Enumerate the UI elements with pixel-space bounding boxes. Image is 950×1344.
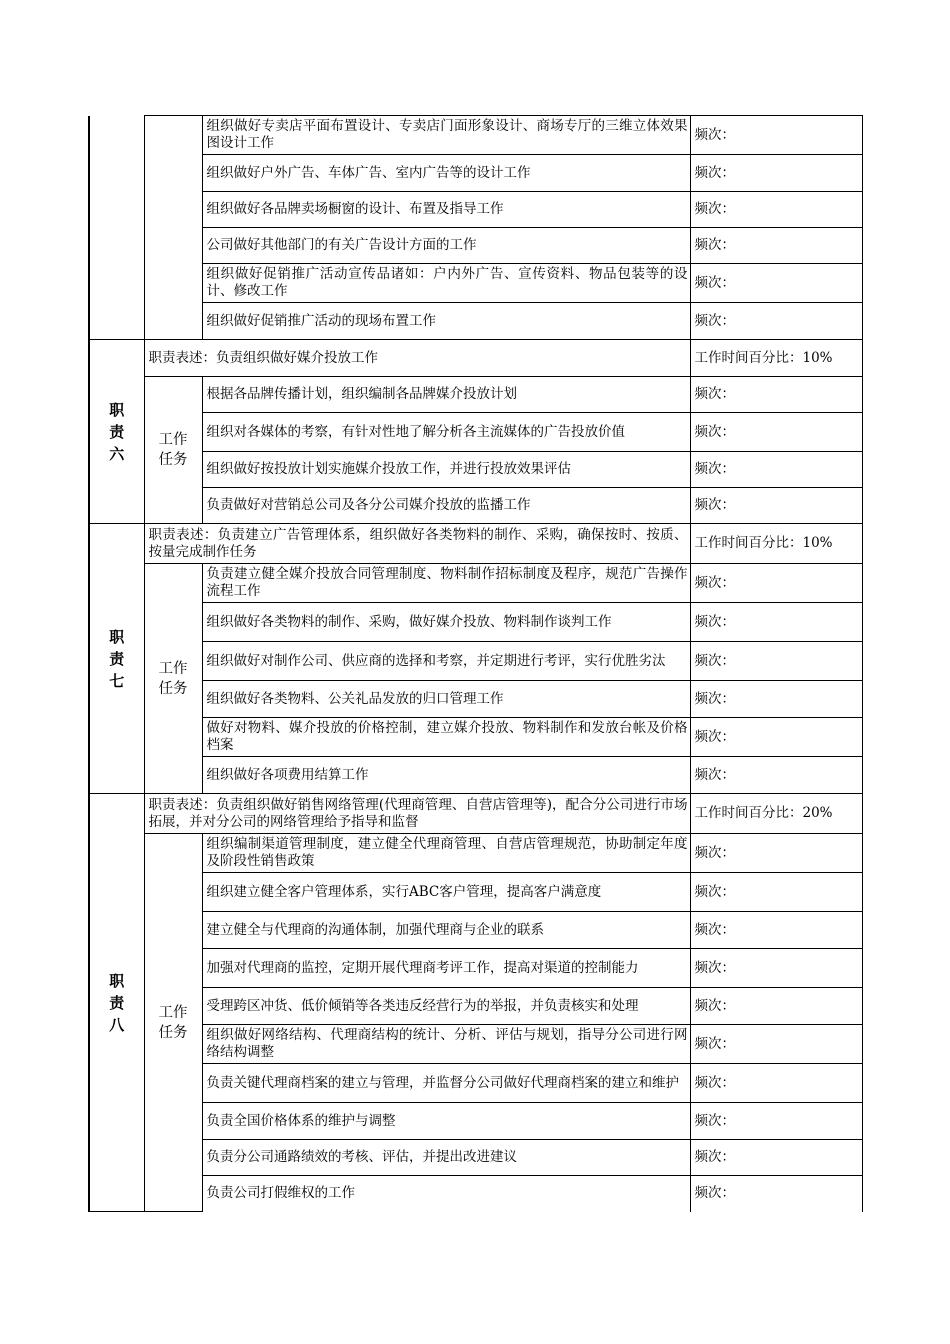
frequency-cell: 频次： xyxy=(690,912,862,949)
frequency-cell: 频次： xyxy=(690,303,862,340)
frequency-cell: 频次： xyxy=(690,949,862,988)
duty-table xyxy=(88,115,863,1212)
task-item: 组织做好各品牌卖场橱窗的设计、布置及指导工作 xyxy=(202,192,690,228)
work-time-percentage: 工作时间百分比：20% xyxy=(690,794,862,834)
task-item: 受理跨区冲货、低价倾销等各类违反经营行为的举报，并负责核实和处理 xyxy=(202,988,690,1025)
frequency-cell: 频次： xyxy=(690,1064,862,1103)
frequency-cell: 频次： xyxy=(690,155,862,192)
work-time-percentage: 工作时间百分比：10% xyxy=(690,340,862,377)
task-item: 负责全国价格体系的维护与调整 xyxy=(202,1103,690,1140)
task-item: 负责公司打假维权的工作 xyxy=(202,1176,690,1212)
frequency-cell: 频次： xyxy=(690,116,862,155)
task-item: 组织做好网络结构、代理商结构的统计、分析、评估与规划，指导分公司进行网络结构调整 xyxy=(202,1025,690,1064)
frequency-cell: 频次： xyxy=(690,1103,862,1140)
task-item: 组织做好专卖店平面布置设计、专卖店门面形象设计、商场专厅的三维立体效果图设计工作 xyxy=(202,116,690,155)
task-item: 组织做好户外广告、车体广告、室内广告等的设计工作 xyxy=(202,155,690,192)
frequency-cell: 频次： xyxy=(690,228,862,264)
task-item: 组织做好各类物料的制作、采购，做好媒介投放、物料制作谈判工作 xyxy=(202,603,690,642)
frequency-cell: 频次： xyxy=(690,873,862,912)
task-item: 负责分公司通路绩效的考核、评估，并提出改进建议 xyxy=(202,1140,690,1176)
task-item: 公司做好其他部门的有关广告设计方面的工作 xyxy=(202,228,690,264)
frequency-cell: 频次： xyxy=(690,1025,862,1064)
task-category-continued xyxy=(144,116,202,340)
frequency-cell: 频次： xyxy=(690,377,862,413)
frequency-cell: 频次： xyxy=(690,603,862,642)
frequency-cell: 频次： xyxy=(690,718,862,757)
frequency-cell: 频次： xyxy=(690,757,862,794)
task-item: 根据各品牌传播计划，组织编制各品牌媒介投放计划 xyxy=(202,377,690,413)
duty-description: 职责表述：负责组织做好媒介投放工作 xyxy=(144,340,690,377)
frequency-cell: 频次： xyxy=(690,642,862,681)
task-category-label: 工作任务 xyxy=(144,377,202,524)
frequency-cell: 频次： xyxy=(690,1176,862,1212)
task-item: 组织建立健全客户管理体系，实行ABC客户管理，提高客户满意度 xyxy=(202,873,690,912)
frequency-cell: 频次： xyxy=(690,1140,862,1176)
duty-title-6: 职责六 xyxy=(89,340,144,524)
task-item: 组织做好对制作公司、供应商的选择和考察，并定期进行考评，实行优胜劣汰 xyxy=(202,642,690,681)
task-item: 组织做好促销推广活动的现场布置工作 xyxy=(202,303,690,340)
duty-table-sheet xyxy=(88,115,863,1212)
task-item: 组织编制渠道管理制度，建立健全代理商管理、自营店管理规范，协助制定年度及阶段性销售政策 xyxy=(202,834,690,873)
task-item: 做好对物料、媒介投放的价格控制，建立媒介投放、物料制作和发放台帐及价格档案 xyxy=(202,718,690,757)
task-item: 组织做好各项费用结算工作 xyxy=(202,757,690,794)
frequency-cell: 频次： xyxy=(690,192,862,228)
duty-title-8: 职责八 xyxy=(89,794,144,1212)
frequency-cell: 频次： xyxy=(690,264,862,303)
task-item: 负责建立健全媒介投放合同管理制度、物料制作招标制度及程序，规范广告操作流程工作 xyxy=(202,564,690,603)
work-time-percentage: 工作时间百分比：10% xyxy=(690,524,862,564)
frequency-cell: 频次： xyxy=(690,988,862,1025)
task-item: 组织做好按投放计划实施媒介投放工作，并进行投放效果评估 xyxy=(202,452,690,488)
frequency-cell: 频次： xyxy=(690,681,862,718)
frequency-cell: 频次： xyxy=(690,413,862,452)
task-item: 组织做好促销推广活动宣传品诸如：户内外广告、宣传资料、物品包装等的设计、修改工作 xyxy=(202,264,690,303)
task-item: 加强对代理商的监控，定期开展代理商考评工作，提高对渠道的控制能力 xyxy=(202,949,690,988)
task-item: 组织做好各类物料、公关礼品发放的归口管理工作 xyxy=(202,681,690,718)
duty-description: 职责表述：负责建立广告管理体系，组织做好各类物料的制作、采购，确保按时、按质、按量完成制作任务 xyxy=(144,524,690,564)
task-item: 建立健全与代理商的沟通体制，加强代理商与企业的联系 xyxy=(202,912,690,949)
frequency-cell: 频次： xyxy=(690,834,862,873)
task-category-label: 工作任务 xyxy=(144,564,202,794)
frequency-cell: 频次： xyxy=(690,488,862,524)
task-item: 组织对各媒体的考察，有针对性地了解分析各主流媒体的广告投放价值 xyxy=(202,413,690,452)
duty-title-7: 职责七 xyxy=(89,524,144,794)
duty-description: 职责表述：负责组织做好销售网络管理(代理商管理、自营店管理等)，配合分公司进行市场拓展，并对分公司的网络管理给予指导和监督 xyxy=(144,794,690,834)
task-item: 负责关键代理商档案的建立与管理，并监督分公司做好代理商档案的建立和维护 xyxy=(202,1064,690,1103)
duty-cell-continued xyxy=(89,116,144,340)
task-item: 负责做好对营销总公司及各分公司媒介投放的监播工作 xyxy=(202,488,690,524)
task-category-label: 工作任务 xyxy=(144,834,202,1212)
frequency-cell: 频次： xyxy=(690,564,862,603)
frequency-cell: 频次： xyxy=(690,452,862,488)
